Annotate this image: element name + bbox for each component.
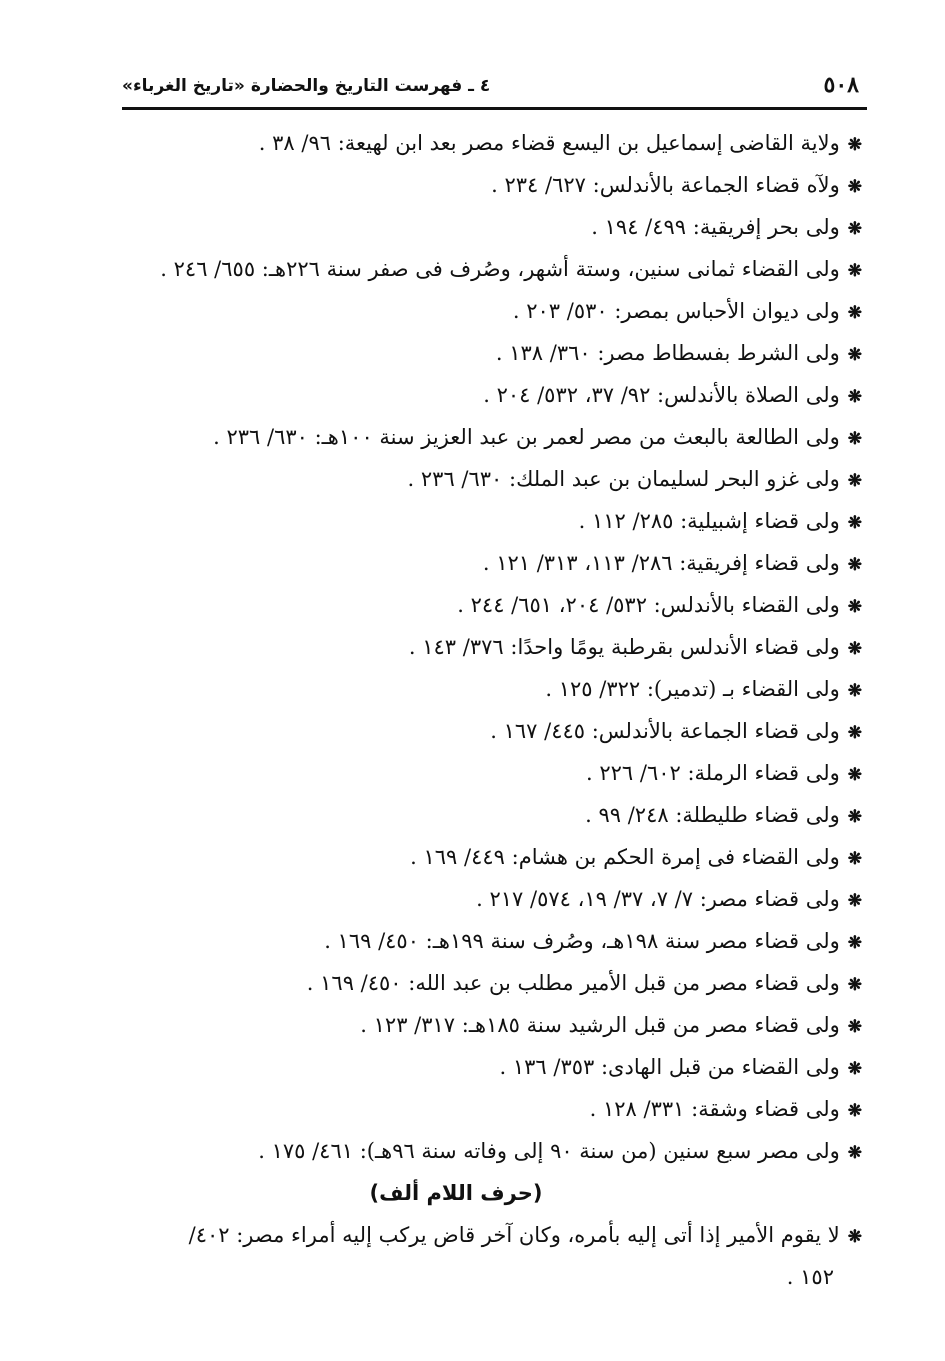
entry-text: ولى قضاء مصر سنة ١٩٨هـ، وصُرف سنة ١٩٩هـ: ٤٥٠/ ١٦٩ . [324, 929, 840, 953]
page-number: ٥٠٨ [823, 72, 859, 98]
bullet-star: ❋ [847, 807, 862, 827]
index-entry [110, 500, 862, 542]
index-entry [110, 332, 862, 374]
bullet-star: ❋ [847, 891, 862, 911]
bullet-star: ❋ [847, 681, 862, 701]
page-header [122, 70, 867, 106]
index-entry [110, 290, 862, 332]
bullet-star: ❋ [847, 513, 862, 533]
bullet-star: ❋ [847, 1227, 862, 1247]
index-entry [110, 920, 862, 962]
entry-text: ولى بحر إفريقية: ٤٩٩/ ١٩٤ . [591, 215, 840, 239]
index-entry [110, 374, 862, 416]
entry-text-line-2: ١٥٢ . [786, 1265, 834, 1289]
bullet-star: ❋ [847, 177, 862, 197]
index-entry [110, 962, 862, 1004]
bullet-star: ❋ [847, 849, 862, 869]
entry-text: ولى القضاء من قبل الهادى: ٣٥٣/ ١٣٦ . [499, 1055, 840, 1079]
entry-text: ولى قضاء إفريقية: ٢٨٦/ ١١٣، ٣١٣/ ١٢١ . [482, 551, 840, 575]
bullet-star: ❋ [847, 471, 862, 491]
bullet-star: ❋ [847, 1059, 862, 1079]
bullet-star: ❋ [847, 135, 862, 155]
index-entry [110, 1004, 862, 1046]
index-entry [110, 248, 862, 290]
index-entry [110, 836, 862, 878]
index-entry [110, 752, 862, 794]
entry-text: ولى غزو البحر لسليمان بن عبد الملك: ٦٣٠/ ٢٣٦ . [407, 467, 840, 491]
entry-text: ولى الصلاة بالأندلس: ٩٢/ ٣٧، ٥٣٢/ ٢٠٤ . [483, 383, 840, 407]
entry-text: ولى قضاء الرملة: ٦٠٢/ ٢٢٦ . [585, 761, 840, 785]
bullet-star: ❋ [847, 639, 862, 659]
entry-text: ولى قضاء الجماعة بالأندلس: ٤٤٥/ ١٦٧ . [490, 719, 840, 743]
bullet-star: ❋ [847, 975, 862, 995]
entry-text: ولى القضاء بالأندلس: ٥٣٢/ ٢٠٤، ٦٥١/ ٢٤٤ . [457, 593, 840, 617]
index-entry [110, 1130, 862, 1172]
entry-text: ولى قضاء الأندلس بقرطبة يومًا واحدًا: ٣٧٦/ ١٤٣ . [408, 635, 840, 659]
bullet-star: ❋ [847, 1101, 862, 1121]
entry-text: ولى مصر سبع سنين (من سنة ٩٠ إلى وفاته سنة ٩٦هـ): ٤٦١/ ١٧٥ . [258, 1139, 840, 1163]
index-entry [110, 1046, 862, 1088]
entry-text: ولى الطالعة بالبعث من مصر لعمر بن عبد العزيز سنة ١٠٠هـ: ٦٣٠/ ٢٣٦ . [213, 425, 840, 449]
bullet-star: ❋ [847, 303, 862, 323]
entry-text: ولى قضاء طليطلة: ٢٤٨/ ٩٩ . [585, 803, 840, 827]
bullet-star: ❋ [847, 429, 862, 449]
bullet-star: ❋ [847, 1017, 862, 1037]
index-entry [110, 710, 862, 752]
index-entry-continuation [110, 1256, 862, 1298]
index-entry [110, 542, 862, 584]
index-entry [110, 164, 862, 206]
entry-text: ولى القضاء فى إمرة الحكم بن هشام: ٤٤٩/ ١٦٩ . [410, 845, 840, 869]
entry-text: ولاية القاضى إسماعيل بن اليسع قضاء مصر بعد ابن لهيعة: ٩٦/ ٣٨ . [258, 131, 840, 155]
entry-text-line-1: لا يقوم الأمير إذا أتى إليه بأمره، وكان آخر قاض يركب إليه أمراء مصر: ٤٠٢/ [188, 1223, 840, 1247]
bullet-star: ❋ [847, 765, 862, 785]
bullet-star: ❋ [847, 219, 862, 239]
entry-text: ولى القضاء ثمانى سنين، وستة أشهر، وصُرف فى صفر سنة ٢٢٦هـ: ٦٥٥/ ٢٤٦ . [160, 257, 840, 281]
entry-text: ولى ديوان الأحباس بمصر: ٥٣٠/ ٢٠٣ . [512, 299, 840, 323]
entry-text: ولى الشرط بفسطاط مصر: ٣٦٠/ ١٣٨ . [495, 341, 840, 365]
entry-text: ولى قضاء مصر: ٧/ ٧، ٣٧/ ١٩، ٥٧٤/ ٢١٧ . [476, 887, 840, 911]
entry-text: ولى القضاء بـ (تدمير): ٣٢٢/ ١٢٥ . [545, 677, 840, 701]
bullet-star: ❋ [847, 933, 862, 953]
bullet-star: ❋ [847, 345, 862, 365]
bullet-star: ❋ [847, 261, 862, 281]
entry-text: ولى قضاء مصر من قبل الرشيد سنة ١٨٥هـ: ٣١٧/ ١٢٣ . [360, 1013, 840, 1037]
index-entry [110, 878, 862, 920]
entry-text: ولآه قضاء الجماعة بالأندلس: ٦٢٧/ ٢٣٤ . [491, 173, 840, 197]
header-rule [122, 107, 867, 110]
index-entry [110, 206, 862, 248]
entry-text: ولى قضاء وشقة: ٣٣١/ ١٢٨ . [589, 1097, 840, 1121]
index-entry [110, 668, 862, 710]
index-entry [110, 584, 862, 626]
bullet-star: ❋ [847, 597, 862, 617]
section-heading: (حرف اللام ألف) [369, 1181, 543, 1205]
index-entry [110, 1088, 862, 1130]
bullet-star: ❋ [847, 1143, 862, 1163]
bullet-star: ❋ [847, 387, 862, 407]
index-entry [110, 794, 862, 836]
index-entries [110, 122, 862, 1298]
bullet-star: ❋ [847, 555, 862, 575]
running-title: ٤ ـ فهرست التاريخ والحضارة «تاريخ الغرباء» [122, 76, 491, 96]
index-entry [110, 416, 862, 458]
index-entry [110, 626, 862, 668]
index-entry [110, 458, 862, 500]
entry-text: ولى قضاء إشبيلية: ٢٨٥/ ١١٢ . [578, 509, 840, 533]
entry-text: ولى قضاء مصر من قبل الأمير مطلب بن عبد الله: ٤٥٠/ ١٦٩ . [306, 971, 840, 995]
bullet-star: ❋ [847, 723, 862, 743]
index-entry [110, 1214, 862, 1256]
index-entry [110, 122, 862, 164]
